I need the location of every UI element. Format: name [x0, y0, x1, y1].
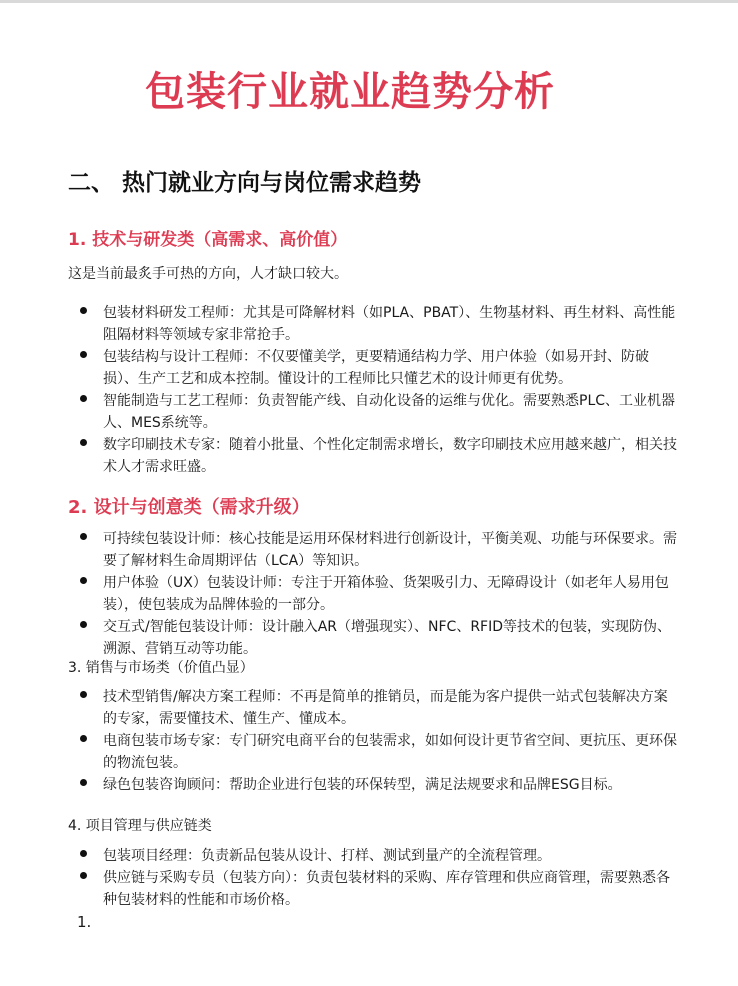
- list-item: 包装项目经理：负责新品包装从设计、打样、测试到量产的全流程管理。: [0, 845, 738, 867]
- bullet-icon: [80, 307, 87, 314]
- list-item: 数字印刷技术专家：随着小批量、个性化定制需求增长，数字印刷技术应用越来越广，相关技术人才需求旺盛。: [0, 434, 738, 478]
- subsection-intro: 这是当前最炙手可热的方向，人才缺口较大。: [68, 266, 348, 282]
- subsection-heading-sales: 3. 销售与市场类（价值凸显）: [68, 660, 254, 676]
- subsection-heading-tech: 1. 技术与研发类（高需求、高价值）: [68, 230, 348, 250]
- list-item: 绿色包装咨询顾问：帮助企业进行包装的环保转型，满足法规要求和品牌ESG目标。: [0, 774, 738, 796]
- design-list: [0, 528, 738, 660]
- list-item: 交互式/智能包装设计师：设计融入AR（增强现实）、NFC、RFID等技术的包装，实现防伪、溯源、营销互动等功能。: [0, 616, 738, 660]
- list-item: 智能制造与工艺工程师：负责智能产线、自动化设备的运维与优化。需要熟悉PLC、工业机器人、MES系统等。: [0, 390, 738, 434]
- list-item: 电商包装市场专家：专门研究电商平台的包装需求，如如何设计更节省空间、更抗压、更环保的物流包装。: [0, 730, 738, 774]
- list-item: 技术型销售/解决方案工程师：不再是简单的推销员，而是能为客户提供一站式包装解决方案的专家，需要懂技术、懂生产、懂成本。: [0, 686, 738, 730]
- bullet-icon: [80, 850, 87, 857]
- pm-list: [0, 845, 738, 911]
- bullet-icon: [80, 621, 87, 628]
- subsection-heading-design: 2. 设计与创意类（需求升级）: [68, 497, 310, 518]
- trailing-list-number: 1.: [77, 913, 92, 931]
- page-title: 包装行业就业趋势分析: [145, 69, 555, 115]
- bullet-icon: [80, 533, 87, 540]
- bullet-icon: [80, 395, 87, 402]
- tech-list: [0, 302, 738, 478]
- list-item: 可持续包装设计师：核心技能是运用环保材料进行创新设计，平衡美观、功能与环保要求。需要了解材料生命周期评估（LCA）等知识。: [0, 528, 738, 572]
- bullet-icon: [80, 577, 87, 584]
- section-heading: 二、 热门就业方向与岗位需求趋势: [68, 170, 422, 196]
- bullet-icon: [80, 439, 87, 446]
- sales-list: [0, 686, 738, 796]
- list-item: 用户体验（UX）包装设计师：专注于开箱体验、货架吸引力、无障碍设计（如老年人易用包装），使包装成为品牌体验的一部分。: [0, 572, 738, 616]
- bullet-icon: [80, 691, 87, 698]
- bullet-icon: [80, 779, 87, 786]
- subsection-heading-pm: 4. 项目管理与供应链类: [68, 818, 212, 834]
- bullet-icon: [80, 872, 87, 879]
- bullet-icon: [80, 351, 87, 358]
- list-item: 供应链与采购专员（包装方向）：负责包装材料的采购、库存管理和供应商管理，需要熟悉各种包装材料的性能和市场价格。: [0, 867, 738, 911]
- list-item: 包装结构与设计工程师：不仅要懂美学，更要精通结构力学、用户体验（如易开封、防破损）、生产工艺和成本控制。懂设计的工程师比只懂艺术的设计师更有优势。: [0, 346, 738, 390]
- list-item: 包装材料研发工程师：尤其是可降解材料（如PLA、PBAT）、生物基材料、再生材料、高性能阻隔材料等领域专家非常抢手。: [0, 302, 738, 346]
- bullet-icon: [80, 735, 87, 742]
